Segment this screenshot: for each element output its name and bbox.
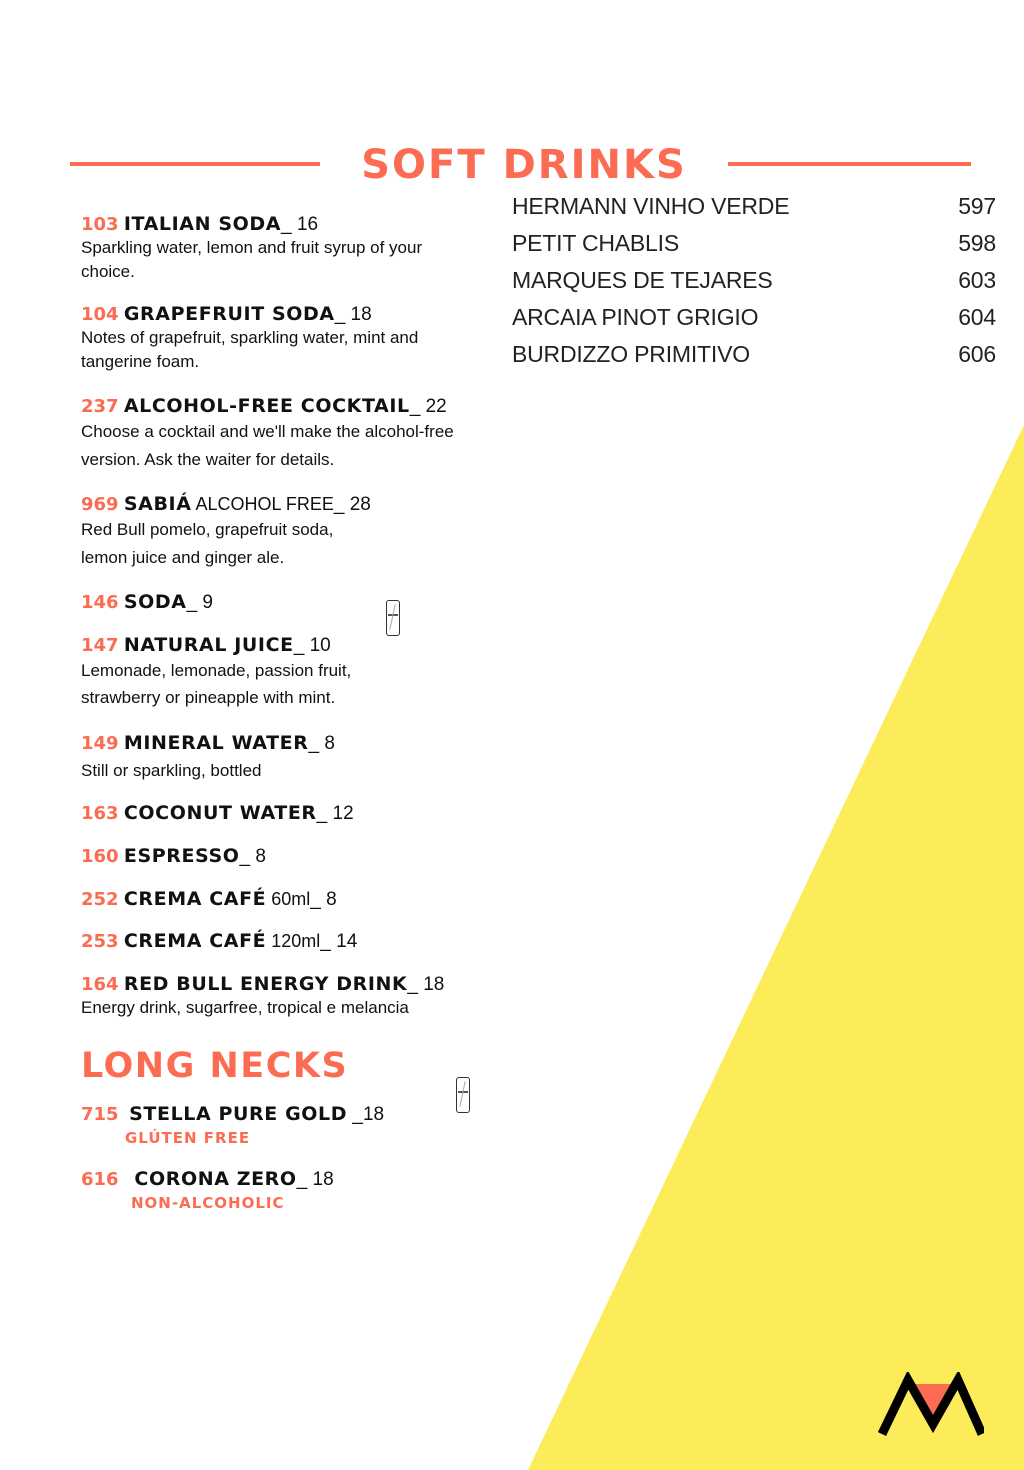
- wine-name: ARCAIA PINOT GRIGIO: [512, 304, 759, 330]
- item-name: SODA: [123, 591, 187, 613]
- item-code: 147: [81, 635, 119, 656]
- wine-row: [512, 188, 996, 225]
- wine-code: 598: [958, 230, 996, 256]
- wine-name: PETIT CHABLIS: [512, 230, 679, 256]
- wine-list: [512, 188, 996, 373]
- menu-item: [81, 930, 481, 953]
- wine-row: [512, 336, 996, 373]
- item-name: CORONA ZERO: [134, 1168, 297, 1190]
- wine-row: [512, 262, 996, 299]
- menu-item: [81, 634, 481, 711]
- item-description: Still or sparkling, bottled: [81, 761, 262, 780]
- item-name: MINERAL WATER: [123, 732, 309, 754]
- item-code: 146: [81, 592, 119, 613]
- item-name: COCONUT WATER: [123, 802, 317, 824]
- m-logo-icon: [878, 1372, 984, 1436]
- page-title: SOFT DRINKS: [361, 142, 687, 188]
- item-name: ITALIAN SODA: [123, 213, 282, 235]
- item-name: GRAPEFRUIT SODA: [123, 303, 335, 325]
- item-code: 715: [81, 1104, 119, 1125]
- item-price: _ 18: [407, 974, 445, 995]
- item-name: ESPRESSO: [123, 845, 240, 867]
- item-code: 149: [81, 733, 119, 754]
- item-name: SABIÁ: [123, 493, 192, 515]
- menu-item: [81, 591, 481, 614]
- wine-row: [512, 299, 996, 336]
- item-name: RED BULL ENERGY DRINK: [123, 973, 408, 995]
- menu-item: [81, 1168, 481, 1212]
- item-price: _ 16: [281, 214, 319, 235]
- header-line-right: [728, 162, 971, 166]
- item-description: Sparkling water, lemon and fruit syrup of your choice.: [81, 238, 423, 281]
- wine-code: 597: [958, 193, 996, 219]
- item-price: _ 28: [333, 494, 371, 515]
- item-description: Notes of grapefruit, sparkling water, mint and tangerine foam.: [81, 328, 419, 371]
- menu-item: [81, 1103, 481, 1147]
- item-price: _ 22: [409, 396, 447, 417]
- item-suffix: 60ml: [266, 889, 311, 909]
- item-suffix: 120ml: [266, 931, 321, 951]
- item-price: _ 8: [308, 733, 335, 754]
- item-code: 252: [81, 889, 119, 910]
- menu-item: [81, 973, 501, 1020]
- wine-code: 603: [958, 267, 996, 293]
- item-code: 164: [81, 974, 119, 995]
- item-price: _ 12: [316, 803, 354, 824]
- item-suffix: ALCOHOL FREE: [191, 494, 334, 514]
- item-code: 616: [81, 1169, 119, 1190]
- item-name: CREMA CAFÉ: [123, 888, 267, 910]
- item-price: _18: [347, 1104, 385, 1125]
- section-title-long-necks: LONG NECKS: [81, 1046, 349, 1086]
- item-price: _ 8: [239, 846, 266, 867]
- wine-code: 606: [958, 341, 996, 367]
- item-price: _ 10: [293, 635, 331, 656]
- menu-item: [81, 395, 501, 474]
- item-code: 104: [81, 304, 119, 325]
- menu-item: [81, 303, 481, 374]
- item-name: CREMA CAFÉ: [123, 930, 267, 952]
- wine-name: BURDIZZO PRIMITIVO: [512, 341, 750, 367]
- wine-name: MARQUES DE TEJARES: [512, 267, 773, 293]
- item-tag: NON-ALCOHOLIC: [131, 1194, 285, 1212]
- red-bull-can-icon: [386, 600, 400, 636]
- item-name: ALCOHOL-FREE COCKTAIL: [123, 395, 410, 417]
- item-code: 103: [81, 214, 119, 235]
- wine-row: [512, 225, 996, 262]
- item-description: Lemonade, lemonade, passion fruit, strawberry or pineapple with mint.: [81, 661, 352, 707]
- menu-item: [81, 888, 481, 911]
- menu-item: [81, 213, 481, 284]
- menu-item: [81, 493, 481, 572]
- item-code: 160: [81, 846, 119, 867]
- item-price: _ 18: [334, 304, 372, 325]
- menu-item: [81, 845, 481, 868]
- menu-item: [81, 802, 481, 825]
- wine-code: 604: [958, 304, 996, 330]
- item-code: 237: [81, 396, 119, 417]
- item-description: Choose a cocktail and we'll make the alcohol-free version. Ask the waiter for details.: [81, 422, 454, 469]
- item-code: 969: [81, 494, 119, 515]
- item-name: NATURAL JUICE: [123, 634, 294, 656]
- item-price: _ 18: [296, 1169, 334, 1190]
- item-description: Red Bull pomelo, grapefruit soda, lemon juice and ginger ale.: [81, 520, 334, 567]
- item-code: 253: [81, 931, 119, 952]
- item-code: 163: [81, 803, 119, 824]
- header-line-left: [70, 162, 320, 166]
- item-price: _ 9: [186, 592, 213, 613]
- item-tag: GLÚTEN FREE: [125, 1129, 251, 1147]
- item-price: _ 8: [310, 889, 337, 910]
- item-name: STELLA PURE GOLD: [129, 1103, 348, 1125]
- item-price: _ 14: [320, 931, 358, 952]
- menu-item: [81, 732, 481, 783]
- item-description: Energy drink, sugarfree, tropical e melancia: [81, 998, 409, 1017]
- wine-name: HERMANN VINHO VERDE: [512, 193, 790, 219]
